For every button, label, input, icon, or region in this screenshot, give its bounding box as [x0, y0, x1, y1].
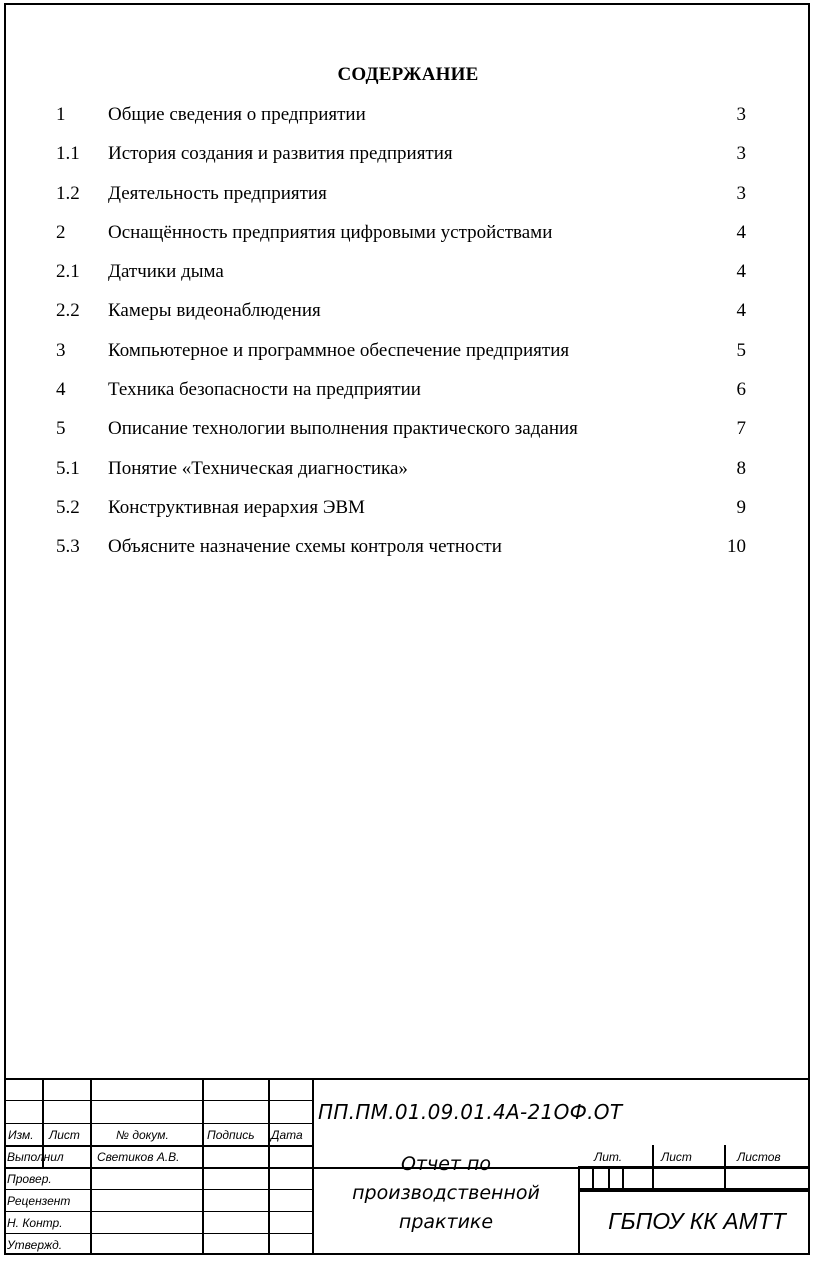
toc-entry-title: Общие сведения о предприятии [108, 104, 366, 125]
toc-entry-number: 5.3 [56, 536, 80, 558]
toc-entry-number: 2 [56, 221, 66, 243]
row-ncontrol-label: Н. Контр. [7, 1216, 63, 1230]
toc-entry [0, 175, 816, 214]
toc-entry-number: 1 [56, 104, 66, 125]
toc-entry-number: 4 [56, 379, 66, 401]
toc-entry-page: 4 [736, 221, 746, 243]
toc-entry-title: Компьютерное и программное обеспечение предприятия [108, 339, 570, 361]
toc-entry-page: 10 [727, 536, 746, 558]
toc-entry-page: 6 [736, 379, 746, 401]
toc-entry [0, 96, 816, 135]
toc-entry-title: Конструктивная иерархия ЭВМ [108, 496, 365, 518]
toc-entry [0, 371, 816, 410]
toc-entry [0, 489, 816, 528]
document-name [318, 1150, 574, 1237]
toc-entry-number: 2.1 [56, 261, 80, 283]
col-list-label: Лист [49, 1128, 80, 1142]
toc-entry-page: 3 [736, 104, 746, 125]
row-approved-label: Утвержд. [7, 1238, 63, 1252]
toc-entry [0, 332, 816, 371]
document-name-line: практике [398, 1211, 494, 1233]
toc-entry-title: Объясните назначение схемы контроля четности [108, 536, 502, 558]
lit-label: Лит. [594, 1150, 623, 1164]
toc-entry [0, 135, 816, 174]
toc-entry-page: 3 [736, 143, 746, 165]
toc-entry-title: Понятие «Техническая диагностика» [108, 457, 408, 479]
page-title: СОДЕРЖАНИЕ [337, 64, 479, 85]
toc-entry-title: Деятельность предприятия [108, 182, 327, 204]
toc-entry [0, 528, 816, 567]
toc-entry-title: Камеры видеонаблюдения [108, 300, 321, 322]
toc-entry [0, 410, 816, 449]
toc-entry-page: 4 [736, 300, 746, 322]
col-doc-label: № докум. [116, 1128, 169, 1142]
row-performed-label: Выполнил [7, 1150, 64, 1164]
toc-entry-title: Датчики дыма [108, 261, 224, 283]
document-name-line: Отчет по [400, 1153, 492, 1175]
toc-entry-page: 7 [736, 418, 746, 440]
toc-entry-title: Оснащённость предприятия цифровыми устройствами [108, 221, 553, 243]
toc-entry-page: 9 [736, 496, 746, 518]
toc-entry-page: 4 [736, 261, 746, 283]
toc-entry [0, 292, 816, 331]
toc-entry-page: 3 [736, 182, 746, 204]
col-date-label: Дата [271, 1128, 303, 1142]
performer-name: Светиков А.В. [97, 1150, 180, 1164]
table-of-contents [0, 96, 816, 568]
row-reviewer-label: Рецензент [7, 1194, 71, 1208]
document-code: ПП.ПМ.01.09.01.4А-21ОФ.ОТ [318, 1100, 623, 1124]
toc-entry-number: 5.2 [56, 496, 80, 518]
toc-entry-title: Описание технологии выполнения практического задания [108, 418, 578, 440]
toc-entry-number: 1.2 [56, 182, 80, 204]
toc-entry-number: 2.2 [56, 300, 80, 322]
toc-entry [0, 450, 816, 489]
toc-entry [0, 253, 816, 292]
toc-entry-title: История создания и развития предприятия [108, 143, 453, 165]
col-izm-label: Изм. [8, 1128, 34, 1142]
row-checked-label: Провер. [7, 1172, 52, 1186]
sheet-label: Лист [661, 1150, 692, 1164]
toc-entry-number: 5.1 [56, 457, 80, 479]
toc-entry-page: 8 [736, 457, 746, 479]
col-sign-label: Подпись [207, 1128, 255, 1142]
toc-entry-number: 5 [56, 418, 66, 440]
toc-entry-number: 1.1 [56, 143, 80, 165]
toc-entry [0, 214, 816, 253]
document-name-line: производственной [352, 1182, 540, 1204]
toc-entry-page: 5 [736, 339, 746, 361]
toc-entry-number: 3 [56, 339, 66, 361]
sheets-label: Листов [737, 1150, 781, 1164]
organization-name: ГБПОУ КК АМТТ [608, 1208, 786, 1234]
toc-entry-title: Техника безопасности на предприятии [108, 379, 421, 401]
